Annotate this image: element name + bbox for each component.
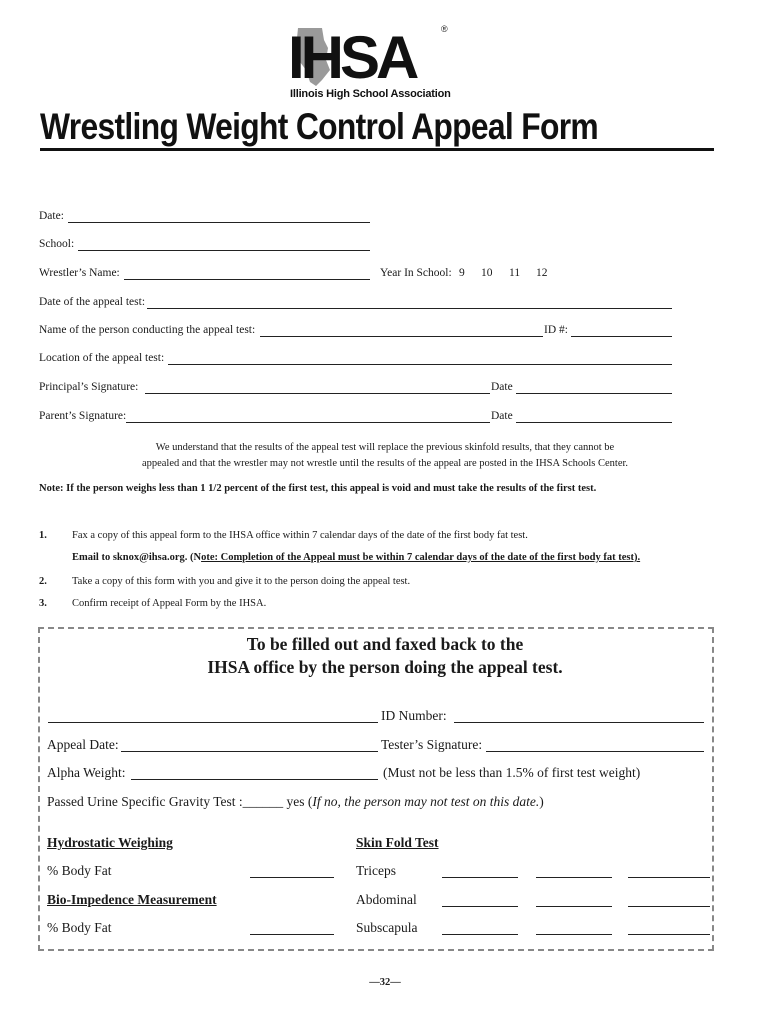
subscapula-label: Subscapula (356, 920, 418, 935)
skin-fold-heading: Skin Fold Test (356, 835, 439, 850)
step-3-text: Confirm receipt of Appeal Form by the IHSA. (72, 598, 267, 609)
principal-signature-label: Principal’s Signature: (39, 381, 139, 393)
school-field[interactable] (78, 250, 370, 251)
parent-date-field[interactable] (516, 422, 672, 423)
page-number: —32— (369, 977, 401, 988)
body-fat-2-label: % Body Fat (47, 920, 112, 935)
registered-mark: ® (441, 24, 448, 34)
year-in-school-label: Year In School: (380, 267, 452, 279)
alpha-note: (Must not be less than 1.5% of first test weight) (383, 765, 641, 780)
id-label: ID #: (544, 324, 568, 336)
wrestler-name-field[interactable] (124, 279, 370, 280)
box-heading-2: IHSA office by the person doing the appeal test. (207, 657, 563, 677)
parent-signature-field[interactable] (126, 422, 490, 423)
date-label: Date: (39, 210, 64, 222)
person-conducting-field[interactable] (260, 336, 543, 337)
abdominal-field-2[interactable] (536, 906, 612, 907)
tester-name-field[interactable] (48, 722, 378, 723)
alpha-weight-label: Alpha Weight: (47, 765, 126, 780)
urine-note: If no, the person may not test on this date. (312, 794, 540, 809)
subscapula-field-1[interactable] (442, 934, 518, 935)
triceps-field-3[interactable] (628, 877, 710, 878)
email-prefix: Email to sknox@ihsa.org. (N (72, 552, 202, 563)
statement-line-2: appealed and that the wrestler may not wrestle until the results of the appeal are posted in the IHSA Schools Center. (141, 458, 629, 469)
box-heading-1: To be filled out and faxed back to the (246, 634, 524, 654)
principal-date-label: Date (491, 381, 513, 393)
year-option-11[interactable]: 11 (509, 267, 521, 279)
abdominal-field-3[interactable] (628, 906, 710, 907)
urine-label: Passed Urine Specific Gravity Test :______ yes ( (47, 794, 313, 809)
abdominal-label: Abdominal (356, 892, 417, 907)
appeal-test-date-field[interactable] (147, 308, 672, 309)
title-rule (40, 148, 714, 151)
id-field[interactable] (571, 336, 672, 337)
alpha-weight-field[interactable] (131, 779, 378, 780)
principal-signature-field[interactable] (145, 393, 490, 394)
year-option-9[interactable]: 9 (459, 267, 465, 279)
person-conducting-label: Name of the person conducting the appeal test: (39, 324, 256, 336)
subscapula-field-3[interactable] (628, 934, 710, 935)
email-instruction (72, 552, 651, 563)
year-option-12[interactable]: 12 (536, 267, 548, 279)
body-fat-2-field[interactable] (250, 934, 334, 935)
appeal-date-label: Appeal Date: (47, 737, 119, 752)
school-label: School: (39, 238, 75, 250)
tester-signature-field[interactable] (486, 751, 704, 752)
step-1-text: Fax a copy of this appeal form to the IHSA office within 7 calendar days of the date of the first body fat test. (72, 530, 528, 541)
step-1-number: 1. (39, 530, 47, 541)
statement-line-1: We understand that the results of the appeal test will replace the previous skinfold results, that they cannot be (155, 442, 615, 453)
hydrostatic-heading: Hydrostatic Weighing (47, 835, 173, 850)
urine-close: ) (539, 794, 544, 809)
parent-signature-label: Parent’s Signature: (39, 410, 127, 422)
step-2-number: 2. (39, 576, 47, 587)
triceps-label: Triceps (356, 863, 397, 878)
id-number-label: ID Number: (381, 708, 447, 723)
subscapula-field-2[interactable] (536, 934, 612, 935)
email-note: ote: Completion of the Appeal must be within 7 calendar days of the date of the first body fat test). (201, 552, 641, 563)
logo-subtitle: Illinois High School Association (290, 88, 451, 100)
tester-signature-label: Tester’s Signature: (381, 737, 483, 752)
bio-heading: Bio-Impedence Measurement (47, 892, 217, 907)
triceps-field-2[interactable] (536, 877, 612, 878)
parent-date-label: Date (491, 410, 513, 422)
urine-test (47, 794, 544, 810)
page-title: Wrestling Weight Control Appeal Form (40, 106, 599, 147)
abdominal-field-1[interactable] (442, 906, 518, 907)
date-field[interactable] (68, 222, 370, 223)
location-field[interactable] (168, 364, 672, 365)
body-fat-1-field[interactable] (250, 877, 334, 878)
step-2-text: Take a copy of this form with you and give it to the person doing the appeal test. (72, 576, 411, 587)
year-option-10[interactable]: 10 (481, 267, 493, 279)
wrestler-name-label: Wrestler’s Name: (39, 267, 120, 279)
principal-date-field[interactable] (516, 393, 672, 394)
body-fat-1-label: % Body Fat (47, 863, 112, 878)
step-3-number: 3. (39, 598, 47, 609)
logo-text: IHSA (288, 24, 416, 91)
appeal-test-date-label: Date of the appeal test: (39, 296, 146, 308)
triceps-field-1[interactable] (442, 877, 518, 878)
id-number-field[interactable] (454, 722, 704, 723)
location-label: Location of the appeal test: (39, 352, 165, 364)
appeal-date-field[interactable] (121, 751, 378, 752)
note: Note: If the person weighs less than 1 1/2 percent of the first test, this appeal is void and must take the results of the first test. (39, 483, 597, 494)
